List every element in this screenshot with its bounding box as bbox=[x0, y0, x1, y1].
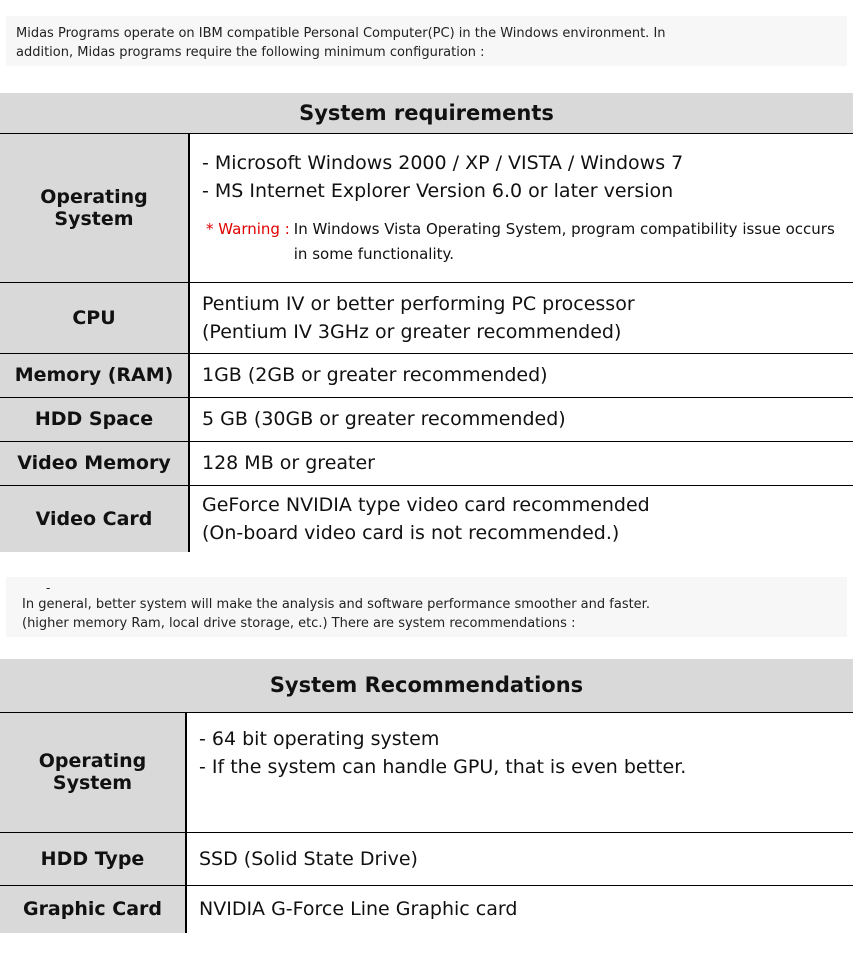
intro-paragraph-1 bbox=[6, 16, 847, 66]
row-label-hdd-type: HDD Type bbox=[0, 832, 186, 885]
row-value-os bbox=[186, 712, 853, 832]
os-line: - Microsoft Windows 2000 / XP / VISTA / Windows 7 bbox=[202, 151, 684, 174]
row-value-video-memory: 128 MB or greater bbox=[189, 441, 853, 485]
video-card-line: GeForce NVIDIA type video card recommended bbox=[202, 493, 650, 516]
cpu-line: Pentium IV or better performing PC processor bbox=[202, 292, 635, 315]
row-label-video-memory: Video Memory bbox=[0, 441, 189, 485]
intro-line: In general, better system will make the analysis and software performance smoother and faster. bbox=[22, 597, 650, 612]
row-value-cpu bbox=[189, 282, 853, 353]
os-line: - If the system can handle GPU, that is even better. bbox=[199, 755, 687, 778]
row-value-memory: 1GB (2GB or greater recommended) bbox=[189, 353, 853, 397]
row-label-os: Operating System bbox=[0, 712, 186, 832]
warning-text: In Windows Vista Operating System, program compatibility issue occurs in some functionality. bbox=[293, 219, 835, 263]
video-card-line: (On-board video card is not recommended.) bbox=[202, 521, 620, 544]
row-value-hdd: 5 GB (30GB or greater recommended) bbox=[189, 397, 853, 441]
row-label-video-card: Video Card bbox=[0, 485, 189, 552]
row-label-os: Operating System bbox=[0, 133, 189, 282]
row-label-graphic-card: Graphic Card bbox=[0, 885, 186, 933]
row-value-graphic-card: NVIDIA G-Force Line Graphic card bbox=[186, 885, 853, 933]
cpu-line: (Pentium IV 3GHz or greater recommended) bbox=[202, 320, 622, 343]
intro-line: (higher memory Ram, local drive storage, etc.) There are system recommendations : bbox=[22, 616, 576, 631]
intro-paragraph-2 bbox=[6, 577, 847, 637]
row-label-memory: Memory (RAM) bbox=[0, 353, 189, 397]
row-value-hdd-type: SSD (Solid State Drive) bbox=[186, 832, 853, 885]
os-line: - MS Internet Explorer Version 6.0 or later version bbox=[202, 179, 674, 202]
system-requirements-table bbox=[0, 93, 853, 552]
dash-mark: - bbox=[46, 581, 51, 595]
system-recommendations-table bbox=[0, 659, 853, 933]
intro-line: Midas Programs operate on IBM compatible Personal Computer(PC) in the Windows environment. In bbox=[16, 26, 666, 41]
warning-note bbox=[206, 217, 853, 267]
os-line: - 64 bit operating system bbox=[199, 727, 440, 750]
table-title: System requirements bbox=[0, 93, 853, 133]
intro-line: addition, Midas programs require the following minimum configuration : bbox=[16, 45, 485, 60]
table-title: System Recommendations bbox=[0, 659, 853, 712]
warning-label: * Warning : bbox=[206, 219, 290, 238]
row-value-video-card bbox=[189, 485, 853, 552]
row-label-hdd: HDD Space bbox=[0, 397, 189, 441]
row-label-cpu: CPU bbox=[0, 282, 189, 353]
row-value-os bbox=[189, 133, 853, 282]
